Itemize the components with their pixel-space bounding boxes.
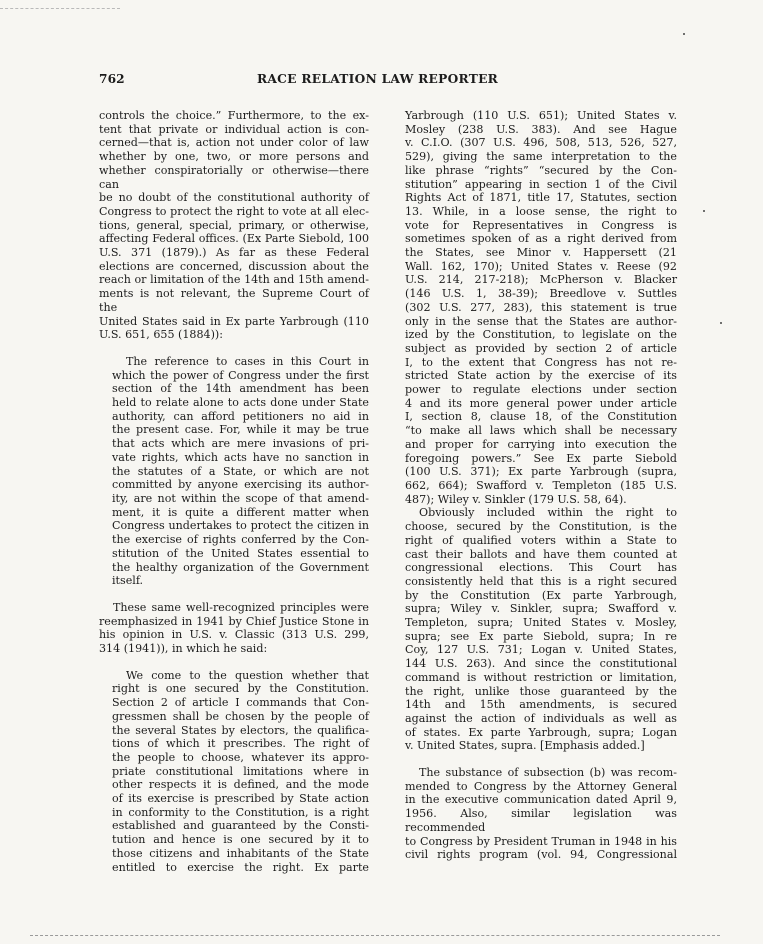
quoted-text-line: committed by anyone exercising its author- xyxy=(112,478,369,492)
text-line: and proper for carrying into execution the xyxy=(405,437,677,451)
quoted-text-line: vate rights, which acts have no sanction in xyxy=(112,450,369,464)
text-line: foregoing powers.” See Ex parte Siebold xyxy=(405,451,677,465)
text-line: like phrase “rights” “secured by the Con- xyxy=(405,163,677,177)
text-line: Coy, 127 U.S. 731; Logan v. United States, xyxy=(405,643,677,657)
text-line: (302 U.S. 277, 283), this statement is true xyxy=(405,300,677,314)
running-title: RACE RELATION LAW REPORTER xyxy=(257,72,499,86)
text-line: civil rights program (vol. 94, Congressional xyxy=(405,848,677,862)
quoted-text-line: Section 2 of article I commands that Con- xyxy=(112,696,369,710)
text-line: whether by one, two, or more persons and xyxy=(99,150,369,164)
quoted-text-line: itself. xyxy=(112,574,144,588)
quoted-text-line: the statutes of a State, or which are not xyxy=(112,464,369,478)
quoted-text-line: gressmen shall be chosen by the people of xyxy=(112,709,369,723)
text-line: command is without restriction or limitation, xyxy=(405,670,677,684)
quoted-text-line: section of the 14th amendment has been xyxy=(112,382,369,396)
text-line: tent that private or individual action is con- xyxy=(99,122,369,136)
text-line: consistently held that this is a right secured xyxy=(405,574,677,588)
text-line: supra; see Ex parte Siebold, supra; In re xyxy=(405,629,677,643)
quoted-text-line: the present case. For, while it may be true xyxy=(112,423,369,437)
text-line: elections are concerned, discussion about the xyxy=(99,259,369,273)
text-line: U.S. 651, 655 (1884)): xyxy=(99,328,223,342)
text-line: stitution” appearing in section 1 of the Civil xyxy=(405,177,677,191)
quoted-text-line: other respects it is defined, and the mode xyxy=(112,778,369,792)
text-line: Templeton, supra; United States v. Mosley, xyxy=(405,616,677,630)
quoted-text-line: right is one secured by the Constitution. xyxy=(112,682,369,696)
quoted-text-line: tution and hence is one secured by it to xyxy=(112,833,369,847)
paragraph-gap xyxy=(99,656,369,669)
text-line: 144 U.S. 263). And since the constitutional xyxy=(405,657,677,671)
text-line: Wall. 162, 170); United States v. Reese (92 xyxy=(405,259,677,273)
scan-speck xyxy=(703,210,705,212)
text-line: sometimes spoken of as a right derived from xyxy=(405,232,677,246)
text-line: v. United States, supra. [Emphasis added.] xyxy=(405,739,645,753)
quoted-text-line: stitution of the United States essential to xyxy=(112,546,369,560)
text-line: Congress to protect the right to vote at all elec- xyxy=(99,204,369,218)
text-line: be no doubt of the constitutional authority of xyxy=(99,191,369,205)
quoted-text-line: priate constitutional limitations where in xyxy=(112,764,369,778)
text-line: cast their ballots and have them counted at xyxy=(405,547,677,561)
text-line: ments is not relevant, the Supreme Court of the xyxy=(99,287,369,314)
text-line: U.S. 214, 217-218); McPherson v. Blacker xyxy=(405,273,677,287)
paragraph-gap xyxy=(405,753,677,766)
scan-artifact-top xyxy=(0,8,120,9)
quoted-text-line: the healthy organization of the Government xyxy=(112,560,369,574)
quoted-text-line: established and guaranteed by the Consti- xyxy=(112,819,369,833)
text-line: v. C.I.O. (307 U.S. 496, 508, 513, 526, 527, xyxy=(405,136,677,150)
text-line: (100 U.S. 371); Ex parte Yarbrough (supra, xyxy=(405,465,677,479)
text-line: vote for Representatives in Congress is xyxy=(405,218,677,232)
text-line: tions, general, special, primary, or otherwise, xyxy=(99,218,369,232)
text-line: (146 U.S. 1, 38-39); Breedlove v. Suttles xyxy=(405,287,677,301)
text-line: subject as provided by section 2 of article xyxy=(405,341,677,355)
quoted-text-line: that acts which are mere invasions of pri- xyxy=(112,437,369,451)
quoted-text-line: those citizens and inhabitants of the State xyxy=(112,846,369,860)
quoted-text-line: of its exercise is prescribed by State action xyxy=(112,792,369,806)
text-line: in the executive communication dated April 9, xyxy=(405,793,677,807)
quoted-text-line: held to relate alone to acts done under State xyxy=(112,396,369,410)
quoted-text-line: Congress undertakes to protect the citizen in xyxy=(112,519,369,533)
text-line: to Congress by President Truman in 1948 in his xyxy=(405,834,677,848)
quoted-text-line: which the power of Congress under the first xyxy=(112,368,369,382)
text-line: These same well-recognized principles were xyxy=(113,600,369,614)
quoted-text-line: We come to the question whether that xyxy=(126,668,369,682)
left-column xyxy=(99,109,369,874)
text-line: congressional elections. This Court has xyxy=(405,561,677,575)
text-line: cerned—that is, action not under color of law xyxy=(99,136,369,150)
paragraph-gap xyxy=(99,588,369,601)
text-line: ized by the Constitution, to legislate on the xyxy=(405,328,677,342)
paragraph-gap xyxy=(99,342,369,355)
quoted-text-line: entitled to exercise the right. Ex parte xyxy=(112,860,369,874)
text-line: 662, 664); Swafford v. Templeton (185 U.S. xyxy=(405,478,677,492)
text-line: his opinion in U.S. v. Classic (313 U.S. 299, xyxy=(99,628,369,642)
text-line: affecting Federal offices. (Ex Parte Siebold, 100 xyxy=(99,232,369,246)
text-line: 314 (1941)), in which he said: xyxy=(99,642,268,656)
text-line: The substance of subsection (b) was recom- xyxy=(419,766,677,780)
text-line: whether conspiratorially or otherwise—there can xyxy=(99,163,369,191)
text-line: Yarbrough (110 U.S. 651); United States v. xyxy=(405,109,677,122)
text-line: the right, unlike those guaranteed by the xyxy=(405,684,677,698)
text-line: the States, see Minor v. Happersett (21 xyxy=(405,246,677,260)
quoted-text-line: The reference to cases in this Court in xyxy=(126,354,369,368)
quoted-text-line: the exercise of rights conferred by the Con- xyxy=(112,533,369,547)
quoted-text-line: the people to choose, whatever its appro- xyxy=(112,750,369,764)
quoted-text-line: ment, it is quite a different matter when xyxy=(112,505,369,519)
text-line: choose, secured by the Constitution, is the xyxy=(405,520,677,534)
text-line: controls the choice.” Furthermore, to the ex- xyxy=(99,109,369,122)
right-column xyxy=(405,109,677,862)
text-line: reach or limitation of the 14th and 15th amend- xyxy=(99,273,369,287)
scan-artifact-bottom xyxy=(30,935,720,936)
page-number: 762 xyxy=(99,72,125,86)
text-line: mended to Congress by the Attorney General xyxy=(405,779,677,793)
quoted-text-line: tions of which it prescribes. The right of xyxy=(112,737,369,751)
text-line: U.S. 371 (1879).) As far as these Federal xyxy=(99,246,369,260)
text-line: Rights Act of 1871, title 17, Statutes, section xyxy=(405,191,677,205)
scan-speck xyxy=(720,322,722,324)
text-line: United States said in Ex parte Yarbrough (110 xyxy=(99,314,369,328)
text-line: reemphasized in 1941 by Chief Justice Stone in xyxy=(99,614,369,628)
text-line: “to make all laws which shall be necessary xyxy=(405,424,677,438)
quoted-text-line: authority, can afford petitioners no aid in xyxy=(112,409,369,423)
text-line: 14th and 15th amendments, is secured xyxy=(405,698,677,712)
text-line: power to regulate elections under section xyxy=(405,383,677,397)
text-line: I, section 8, clause 18, of the Constitution xyxy=(405,410,677,424)
text-line: supra; Wiley v. Sinkler, supra; Swafford v. xyxy=(405,602,677,616)
text-line: by the Constitution (Ex parte Yarbrough, xyxy=(405,588,677,602)
text-line: 13. While, in a loose sense, the right to xyxy=(405,204,677,218)
quoted-text-line: the several States by electors, the qualifica- xyxy=(112,723,369,737)
scan-speck xyxy=(683,33,685,35)
text-line: of states. Ex parte Yarbrough, supra; Logan xyxy=(405,725,677,739)
text-line: 1956. Also, similar legislation was recommended xyxy=(405,807,677,834)
text-line: Obviously included within the right to xyxy=(419,506,677,520)
text-line: 487); Wiley v. Sinkler (179 U.S. 58, 64). xyxy=(405,492,627,506)
text-line: 4 and its more general power under article xyxy=(405,396,677,410)
quoted-text-line: in conformity to the Constitution, is a right xyxy=(112,805,369,819)
text-line: stricted State action by the exercise of its xyxy=(405,369,677,383)
text-line: 529), giving the same interpretation to the xyxy=(405,150,677,164)
quoted-text-line: ity, are not within the scope of that amend- xyxy=(112,491,369,505)
text-line: right of qualified voters within a State to xyxy=(405,533,677,547)
text-line: only in the sense that the States are author- xyxy=(405,314,677,328)
text-line: Mosley (238 U.S. 383). And see Hague xyxy=(405,122,677,136)
text-line: I, to the extent that Congress has not re- xyxy=(405,355,677,369)
text-line: against the action of individuals as well as xyxy=(405,711,677,725)
